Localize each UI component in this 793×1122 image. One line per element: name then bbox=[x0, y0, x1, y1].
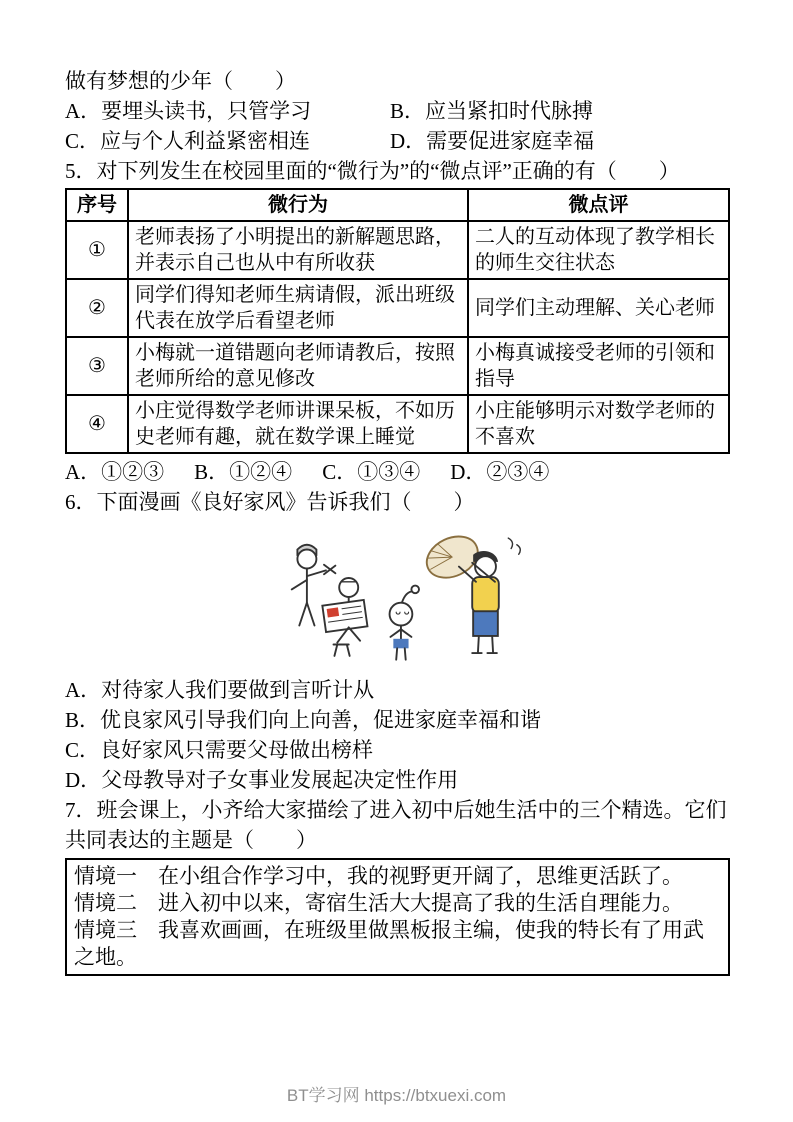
question-4-block bbox=[65, 66, 730, 156]
q5-answer-d: D．②③④ bbox=[450, 460, 550, 484]
row3-behavior: 小梅就一道错题向老师请教后，按照老师所给的意见修改 bbox=[128, 337, 468, 395]
q5-header-comment: 微点评 bbox=[468, 189, 729, 221]
q7-stem: 7．班会课上，小齐给大家描绘了进入初中后她生活中的三个精选。它们共同表达的主题是（ ） bbox=[65, 798, 727, 852]
q7-situations-box bbox=[65, 858, 730, 976]
q6-option-a: A．对待家人我们要做到言听计从 bbox=[65, 678, 375, 702]
row2-comment: 同学们主动理解、关心老师 bbox=[468, 279, 729, 337]
q4-option-d: D．需要促进家庭幸福 bbox=[390, 129, 595, 153]
q6-option-b: B．优良家风引导我们向上向善，促进家庭幸福和谐 bbox=[65, 708, 542, 732]
child-figure bbox=[390, 586, 419, 660]
q4-option-b: B．应当紧扣时代脉搏 bbox=[390, 99, 594, 123]
scissors-icon bbox=[324, 565, 335, 575]
q4-stem: 做有梦想的少年（ ） bbox=[65, 69, 296, 93]
q4-options bbox=[65, 96, 730, 156]
situation-2: 情境二 进入初中以来，寄宿生活大大提高了我的生活自理能力。 bbox=[74, 891, 683, 915]
q6-option-c: C．良好家风只需要父母做出榜样 bbox=[65, 738, 374, 762]
table-row bbox=[66, 279, 729, 337]
table-row bbox=[66, 221, 729, 279]
row2-num: ② bbox=[66, 279, 128, 337]
row4-comment: 小庄能够明示对数学老师的不喜欢 bbox=[468, 395, 729, 453]
q4-option-c: C．应与个人利益紧密相连 bbox=[65, 129, 311, 153]
motion-lines-icon bbox=[508, 538, 520, 554]
newspaper-icon bbox=[322, 600, 367, 632]
mother-pants bbox=[473, 611, 498, 636]
row2-behavior: 同学们得知老师生病请假，派出班级代表在放学后看望老师 bbox=[128, 279, 468, 337]
q5-answer-options bbox=[65, 457, 730, 487]
q5-stem: 5．对下列发生在校园里面的“微行为”的“微点评”正确的有（ ） bbox=[65, 159, 680, 183]
row1-num: ① bbox=[66, 221, 128, 279]
question-5-block bbox=[65, 156, 730, 487]
row4-behavior: 小庄觉得数学老师讲课呆板，不如历史老师有趣，就在数学课上睡觉 bbox=[128, 395, 468, 453]
situation-3: 情境三 我喜欢画画，在班级里做黑板报主编，使我的特长有了用武之地。 bbox=[74, 918, 704, 969]
q4-option-a: A．要埋头读书，只管学习 bbox=[65, 99, 312, 123]
child-shorts bbox=[393, 639, 408, 649]
question-7-block bbox=[65, 795, 730, 976]
family-cartoon-image bbox=[250, 521, 550, 673]
table-row bbox=[66, 337, 729, 395]
grandfather-figure bbox=[322, 578, 367, 656]
row1-comment: 二人的互动体现了教学相长的师生交往状态 bbox=[468, 221, 729, 279]
row3-num: ③ bbox=[66, 337, 128, 395]
stool-icon bbox=[334, 645, 350, 656]
q6-options bbox=[65, 675, 730, 795]
good-family-tradition-cartoon bbox=[250, 521, 550, 673]
q5-answer-a: A．①②③ bbox=[65, 460, 165, 484]
row1-behavior: 老师表扬了小明提出的新解题思路，并表示自己也从中有所收获 bbox=[128, 221, 468, 279]
q5-answer-b: B．①②④ bbox=[194, 460, 293, 484]
q6-stem: 6．下面漫画《良好家风》告诉我们（ ） bbox=[65, 490, 475, 514]
row4-num: ④ bbox=[66, 395, 128, 453]
q6-option-d: D．父母教导对子女事业发展起决定性作用 bbox=[65, 768, 459, 792]
q5-answer-c: C．①③④ bbox=[322, 460, 421, 484]
q5-header-num: 序号 bbox=[66, 189, 128, 221]
mother-figure bbox=[420, 529, 520, 653]
question-6-block bbox=[65, 487, 730, 795]
q5-table-header-row bbox=[66, 189, 729, 221]
site-watermark: BT学习网 https://btxuexi.com bbox=[286, 1086, 507, 1105]
row3-comment: 小梅真诚接受老师的引领和指导 bbox=[468, 337, 729, 395]
table-row bbox=[66, 395, 729, 453]
situation-1: 情境一 在小组合作学习中，我的视野更开阔了，思维更活跃了。 bbox=[74, 864, 683, 888]
q5-table bbox=[65, 188, 730, 454]
q5-header-behavior: 微行为 bbox=[128, 189, 468, 221]
